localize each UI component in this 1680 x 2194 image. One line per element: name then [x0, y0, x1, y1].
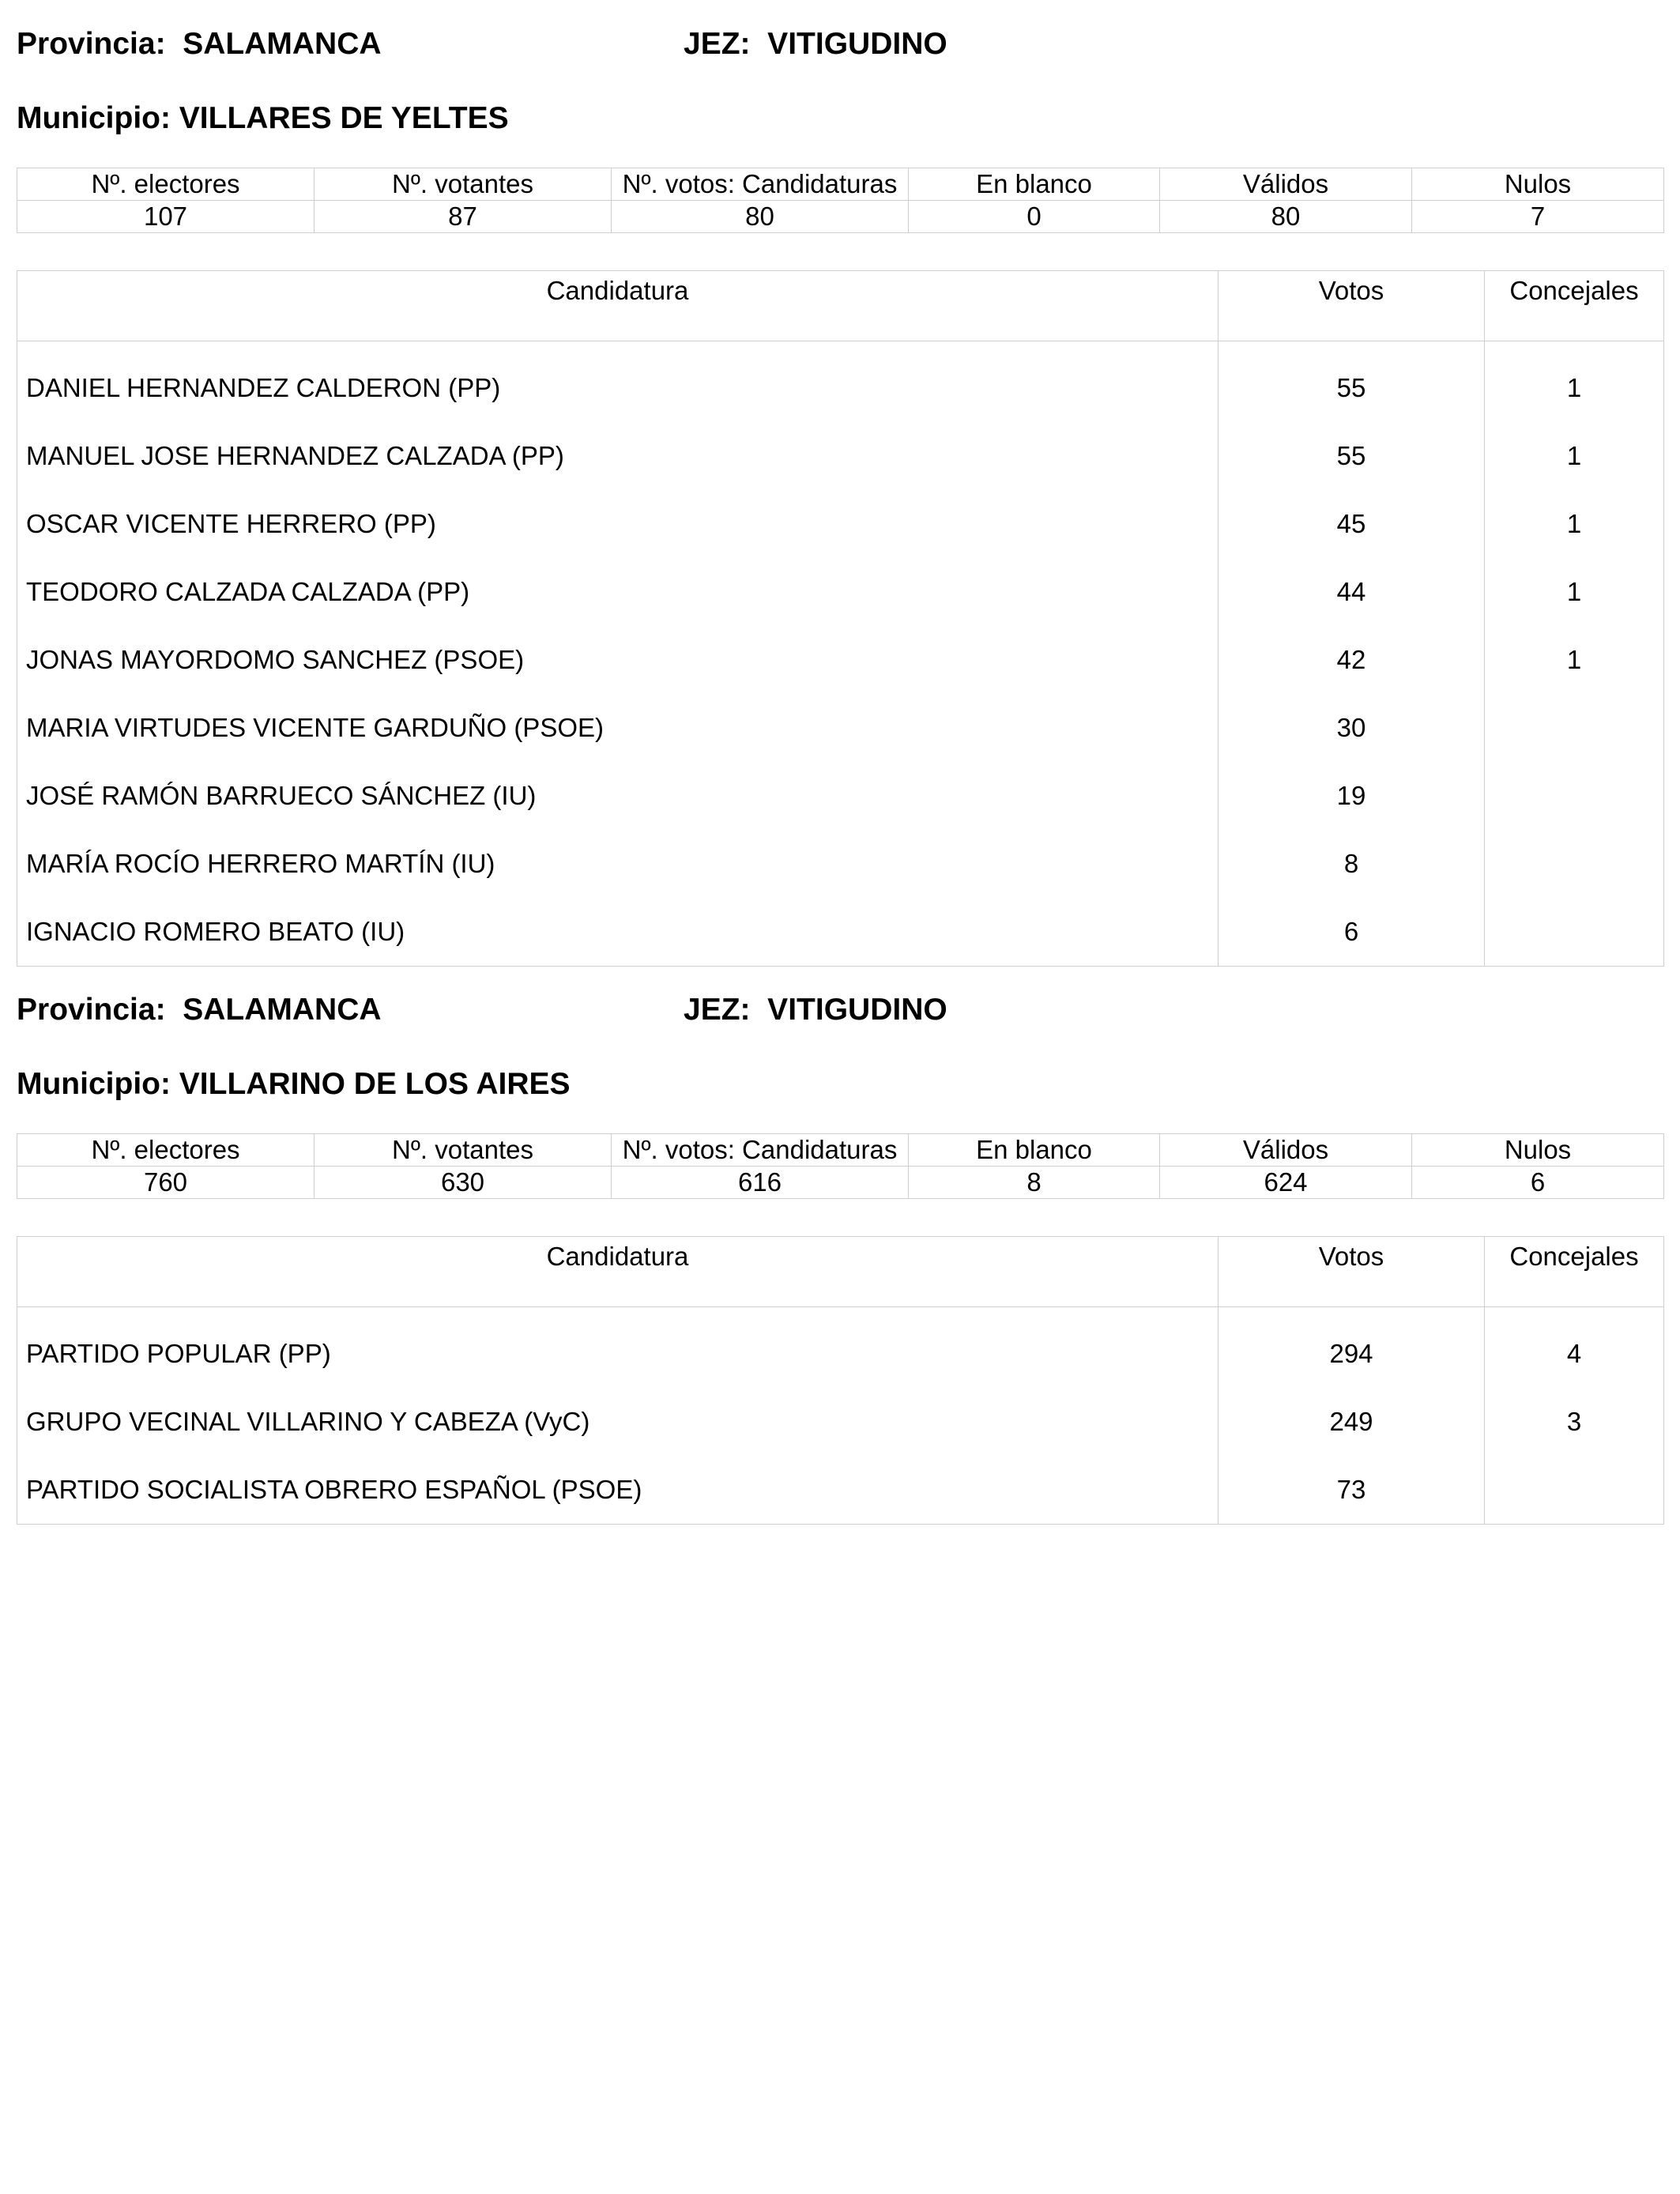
table-row	[17, 830, 1664, 898]
candidate-concejales: 4	[1485, 1307, 1664, 1389]
candidatura-label: Candidatura	[17, 271, 1219, 341]
candidate-name: PARTIDO POPULAR (PP)	[17, 1307, 1219, 1389]
summary-table	[17, 1133, 1664, 1199]
en-blanco-value: 8	[909, 1167, 1160, 1199]
candidate-votes: 8	[1219, 830, 1485, 898]
candidate-concejales	[1485, 1456, 1664, 1525]
candidate-concejales: 1	[1485, 341, 1664, 423]
summary-header-row	[17, 168, 1664, 201]
votantes-label: Nº. votantes	[315, 168, 612, 201]
candidate-name: JONAS MAYORDOMO SANCHEZ (PSOE)	[17, 626, 1219, 694]
results-header-row	[17, 271, 1664, 341]
nulos-value: 6	[1412, 1167, 1664, 1199]
concejales-label: Concejales	[1485, 271, 1664, 341]
votos-candidaturas-label: Nº. votos: Candidaturas	[612, 168, 909, 201]
nulos-label: Nulos	[1412, 168, 1664, 201]
votos-label: Votos	[1219, 271, 1485, 341]
candidate-votes: 73	[1219, 1456, 1485, 1525]
candidate-votes: 294	[1219, 1307, 1485, 1389]
validos-value: 624	[1160, 1167, 1412, 1199]
en-blanco-label: En blanco	[909, 168, 1160, 201]
candidate-votes: 249	[1219, 1388, 1485, 1456]
votantes-value: 87	[315, 201, 612, 233]
summary-header-row	[17, 1134, 1664, 1167]
electores-value: 107	[17, 201, 315, 233]
validos-label: Válidos	[1160, 168, 1412, 201]
candidate-votes: 55	[1219, 422, 1485, 490]
table-row	[17, 558, 1664, 626]
votos-candidaturas-value: 80	[612, 201, 909, 233]
table-row	[17, 762, 1664, 830]
municipio-heading: Municipio: VILLARES DE YELTES	[17, 101, 509, 135]
candidate-concejales: 1	[1485, 490, 1664, 558]
candidatura-label: Candidatura	[17, 1237, 1219, 1307]
validos-label: Válidos	[1160, 1134, 1412, 1167]
table-row	[17, 1307, 1664, 1389]
candidate-concejales	[1485, 694, 1664, 762]
electores-value: 760	[17, 1167, 315, 1199]
votantes-label: Nº. votantes	[315, 1134, 612, 1167]
summary-value-row	[17, 1167, 1664, 1199]
en-blanco-label: En blanco	[909, 1134, 1160, 1167]
jez-heading: JEZ: VITIGUDINO	[684, 27, 947, 61]
table-row	[17, 1456, 1664, 1525]
candidate-concejales: 1	[1485, 626, 1664, 694]
en-blanco-value: 0	[909, 201, 1160, 233]
candidate-votes: 45	[1219, 490, 1485, 558]
candidate-name: TEODORO CALZADA CALZADA (PP)	[17, 558, 1219, 626]
candidate-votes: 30	[1219, 694, 1485, 762]
candidate-concejales	[1485, 762, 1664, 830]
candidate-name: MANUEL JOSE HERNANDEZ CALZADA (PP)	[17, 422, 1219, 490]
results-table	[17, 1236, 1664, 1525]
electores-label: Nº. electores	[17, 168, 315, 201]
candidate-name: MARIA VIRTUDES VICENTE GARDUÑO (PSOE)	[17, 694, 1219, 762]
candidate-name: IGNACIO ROMERO BEATO (IU)	[17, 898, 1219, 967]
table-row	[17, 341, 1664, 423]
candidate-votes: 42	[1219, 626, 1485, 694]
nulos-label: Nulos	[1412, 1134, 1664, 1167]
table-row	[17, 626, 1664, 694]
candidate-votes: 19	[1219, 762, 1485, 830]
results-header-row	[17, 1237, 1664, 1307]
table-row	[17, 898, 1664, 967]
summary-value-row	[17, 201, 1664, 233]
provincia-heading: Provincia: SALAMANCA	[17, 993, 382, 1027]
votantes-value: 630	[315, 1167, 612, 1199]
provincia-heading: Provincia: SALAMANCA	[17, 27, 382, 61]
candidate-concejales	[1485, 830, 1664, 898]
candidate-name: DANIEL HERNANDEZ CALDERON (PP)	[17, 341, 1219, 423]
electores-label: Nº. electores	[17, 1134, 315, 1167]
concejales-label: Concejales	[1485, 1237, 1664, 1307]
summary-table	[17, 168, 1664, 233]
candidate-votes: 6	[1219, 898, 1485, 967]
table-row	[17, 490, 1664, 558]
candidate-votes: 44	[1219, 558, 1485, 626]
table-row	[17, 422, 1664, 490]
candidate-concejales: 3	[1485, 1388, 1664, 1456]
votos-candidaturas-value: 616	[612, 1167, 909, 1199]
candidate-name: JOSÉ RAMÓN BARRUECO SÁNCHEZ (IU)	[17, 762, 1219, 830]
validos-value: 80	[1160, 201, 1412, 233]
candidate-name: PARTIDO SOCIALISTA OBRERO ESPAÑOL (PSOE)	[17, 1456, 1219, 1525]
candidate-concejales: 1	[1485, 422, 1664, 490]
candidate-name: MARÍA ROCÍO HERRERO MARTÍN (IU)	[17, 830, 1219, 898]
candidate-votes: 55	[1219, 341, 1485, 423]
votos-label: Votos	[1219, 1237, 1485, 1307]
jez-heading: JEZ: VITIGUDINO	[684, 993, 947, 1027]
candidate-concejales: 1	[1485, 558, 1664, 626]
candidate-name: OSCAR VICENTE HERRERO (PP)	[17, 490, 1219, 558]
candidate-concejales	[1485, 898, 1664, 967]
votos-candidaturas-label: Nº. votos: Candidaturas	[612, 1134, 909, 1167]
nulos-value: 7	[1412, 201, 1664, 233]
candidate-name: GRUPO VECINAL VILLARINO Y CABEZA (VyC)	[17, 1388, 1219, 1456]
municipio-heading: Municipio: VILLARINO DE LOS AIRES	[17, 1067, 571, 1101]
results-table	[17, 270, 1664, 967]
table-row	[17, 694, 1664, 762]
table-row	[17, 1388, 1664, 1456]
